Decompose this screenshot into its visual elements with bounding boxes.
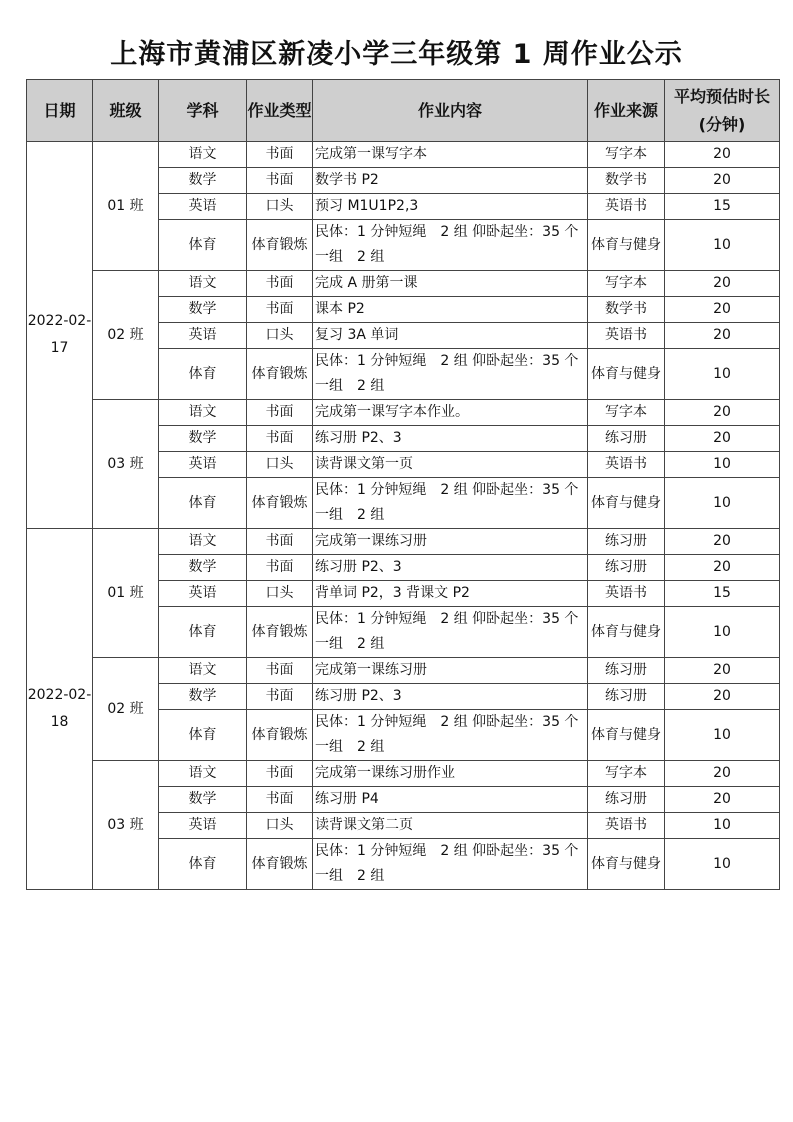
content-cell: 复习 3A 单词 xyxy=(313,323,588,349)
type-cell: 书面 xyxy=(247,271,313,297)
time-cell: 15 xyxy=(665,581,780,607)
subject-cell: 数学 xyxy=(159,787,247,813)
content-cell: 练习册 P4 xyxy=(313,787,588,813)
content-cell: 完成第一课写字本作业。 xyxy=(313,400,588,426)
type-cell: 口头 xyxy=(247,323,313,349)
time-cell: 20 xyxy=(665,142,780,168)
time-cell: 10 xyxy=(665,839,780,890)
source-cell: 写字本 xyxy=(588,271,665,297)
header-source: 作业来源 xyxy=(588,80,665,142)
time-cell: 20 xyxy=(665,684,780,710)
subject-cell: 语文 xyxy=(159,529,247,555)
header-date: 日期 xyxy=(27,80,93,142)
table-row xyxy=(27,271,780,297)
class-cell: 02 班 xyxy=(93,271,159,400)
header-row xyxy=(27,80,780,142)
type-cell: 书面 xyxy=(247,761,313,787)
subject-cell: 语文 xyxy=(159,400,247,426)
type-cell: 口头 xyxy=(247,581,313,607)
table-row xyxy=(27,400,780,426)
source-cell: 体育与健身 xyxy=(588,607,665,658)
type-cell: 书面 xyxy=(247,555,313,581)
content-cell: 民体：1 分钟短绳 2 组 仰卧起坐：35 个一组 2 组 xyxy=(313,839,588,890)
content-cell: 背单词 P2，3 背课文 P2 xyxy=(313,581,588,607)
time-cell: 15 xyxy=(665,194,780,220)
subject-cell: 体育 xyxy=(159,710,247,761)
subject-cell: 数学 xyxy=(159,426,247,452)
content-cell: 练习册 P2、3 xyxy=(313,426,588,452)
time-cell: 20 xyxy=(665,400,780,426)
subject-cell: 语文 xyxy=(159,658,247,684)
homework-table xyxy=(26,79,780,890)
table-row xyxy=(27,142,780,168)
table-body xyxy=(27,142,780,890)
content-cell: 完成第一课练习册作业 xyxy=(313,761,588,787)
header-subject: 学科 xyxy=(159,80,247,142)
type-cell: 书面 xyxy=(247,529,313,555)
type-cell: 口头 xyxy=(247,813,313,839)
content-cell: 练习册 P2、3 xyxy=(313,555,588,581)
type-cell: 体育锻炼 xyxy=(247,349,313,400)
content-cell: 完成第一课练习册 xyxy=(313,529,588,555)
source-cell: 英语书 xyxy=(588,581,665,607)
time-cell: 20 xyxy=(665,787,780,813)
time-cell: 20 xyxy=(665,426,780,452)
source-cell: 练习册 xyxy=(588,555,665,581)
subject-cell: 语文 xyxy=(159,761,247,787)
source-cell: 数学书 xyxy=(588,297,665,323)
header-content: 作业内容 xyxy=(313,80,588,142)
source-cell: 数学书 xyxy=(588,168,665,194)
content-cell: 完成第一课写字本 xyxy=(313,142,588,168)
content-cell: 民体：1 分钟短绳 2 组 仰卧起坐：35 个一组 2 组 xyxy=(313,220,588,271)
source-cell: 英语书 xyxy=(588,452,665,478)
content-cell: 课本 P2 xyxy=(313,297,588,323)
content-cell: 读背课文第一页 xyxy=(313,452,588,478)
time-cell: 10 xyxy=(665,349,780,400)
time-cell: 20 xyxy=(665,168,780,194)
class-cell: 03 班 xyxy=(93,400,159,529)
type-cell: 体育锻炼 xyxy=(247,220,313,271)
source-cell: 体育与健身 xyxy=(588,220,665,271)
class-cell: 01 班 xyxy=(93,529,159,658)
type-cell: 口头 xyxy=(247,452,313,478)
content-cell: 完成 A 册第一课 xyxy=(313,271,588,297)
time-cell: 20 xyxy=(665,658,780,684)
subject-cell: 英语 xyxy=(159,581,247,607)
subject-cell: 语文 xyxy=(159,271,247,297)
subject-cell: 体育 xyxy=(159,607,247,658)
time-cell: 10 xyxy=(665,220,780,271)
time-cell: 20 xyxy=(665,529,780,555)
time-cell: 20 xyxy=(665,761,780,787)
type-cell: 书面 xyxy=(247,400,313,426)
content-cell: 数学书 P2 xyxy=(313,168,588,194)
source-cell: 英语书 xyxy=(588,194,665,220)
type-cell: 书面 xyxy=(247,684,313,710)
source-cell: 练习册 xyxy=(588,658,665,684)
type-cell: 体育锻炼 xyxy=(247,607,313,658)
table-row xyxy=(27,761,780,787)
date-cell: 2022-02-18 xyxy=(27,529,93,890)
content-cell: 读背课文第二页 xyxy=(313,813,588,839)
subject-cell: 数学 xyxy=(159,297,247,323)
content-cell: 民体：1 分钟短绳 2 组 仰卧起坐：35 个一组 2 组 xyxy=(313,607,588,658)
source-cell: 体育与健身 xyxy=(588,839,665,890)
type-cell: 书面 xyxy=(247,142,313,168)
source-cell: 体育与健身 xyxy=(588,349,665,400)
class-cell: 03 班 xyxy=(93,761,159,890)
time-cell: 20 xyxy=(665,271,780,297)
type-cell: 书面 xyxy=(247,168,313,194)
source-cell: 练习册 xyxy=(588,684,665,710)
source-cell: 练习册 xyxy=(588,787,665,813)
type-cell: 体育锻炼 xyxy=(247,839,313,890)
type-cell: 书面 xyxy=(247,658,313,684)
subject-cell: 数学 xyxy=(159,684,247,710)
time-cell: 20 xyxy=(665,323,780,349)
subject-cell: 英语 xyxy=(159,813,247,839)
type-cell: 书面 xyxy=(247,426,313,452)
type-cell: 书面 xyxy=(247,787,313,813)
content-cell: 民体：1 分钟短绳 2 组 仰卧起坐：35 个一组 2 组 xyxy=(313,710,588,761)
table-row xyxy=(27,529,780,555)
header-time: 平均预估时长(分钟) xyxy=(665,80,780,142)
source-cell: 写字本 xyxy=(588,761,665,787)
type-cell: 体育锻炼 xyxy=(247,478,313,529)
source-cell: 练习册 xyxy=(588,426,665,452)
content-cell: 预习 M1U1P2,3 xyxy=(313,194,588,220)
subject-cell: 体育 xyxy=(159,478,247,529)
content-cell: 练习册 P2、3 xyxy=(313,684,588,710)
subject-cell: 语文 xyxy=(159,142,247,168)
subject-cell: 体育 xyxy=(159,220,247,271)
time-cell: 20 xyxy=(665,297,780,323)
subject-cell: 数学 xyxy=(159,168,247,194)
source-cell: 体育与健身 xyxy=(588,710,665,761)
header-class: 班级 xyxy=(93,80,159,142)
subject-cell: 体育 xyxy=(159,839,247,890)
table-row xyxy=(27,658,780,684)
time-cell: 10 xyxy=(665,452,780,478)
page-title: 上海市黄浦区新凌小学三年级第 1 周作业公示 xyxy=(110,39,683,70)
source-cell: 写字本 xyxy=(588,400,665,426)
class-cell: 02 班 xyxy=(93,658,159,761)
type-cell: 书面 xyxy=(247,297,313,323)
subject-cell: 英语 xyxy=(159,452,247,478)
time-cell: 20 xyxy=(665,555,780,581)
class-cell: 01 班 xyxy=(93,142,159,271)
header-type: 作业类型 xyxy=(247,80,313,142)
date-cell: 2022-02-17 xyxy=(27,142,93,529)
subject-cell: 英语 xyxy=(159,323,247,349)
subject-cell: 英语 xyxy=(159,194,247,220)
time-cell: 10 xyxy=(665,710,780,761)
time-cell: 10 xyxy=(665,478,780,529)
content-cell: 民体：1 分钟短绳 2 组 仰卧起坐：35 个一组 2 组 xyxy=(313,478,588,529)
type-cell: 口头 xyxy=(247,194,313,220)
type-cell: 体育锻炼 xyxy=(247,710,313,761)
source-cell: 练习册 xyxy=(588,529,665,555)
content-cell: 民体：1 分钟短绳 2 组 仰卧起坐：35 个一组 2 组 xyxy=(313,349,588,400)
source-cell: 体育与健身 xyxy=(588,478,665,529)
source-cell: 英语书 xyxy=(588,813,665,839)
content-cell: 完成第一课练习册 xyxy=(313,658,588,684)
source-cell: 英语书 xyxy=(588,323,665,349)
subject-cell: 数学 xyxy=(159,555,247,581)
time-cell: 10 xyxy=(665,607,780,658)
subject-cell: 体育 xyxy=(159,349,247,400)
time-cell: 10 xyxy=(665,813,780,839)
source-cell: 写字本 xyxy=(588,142,665,168)
